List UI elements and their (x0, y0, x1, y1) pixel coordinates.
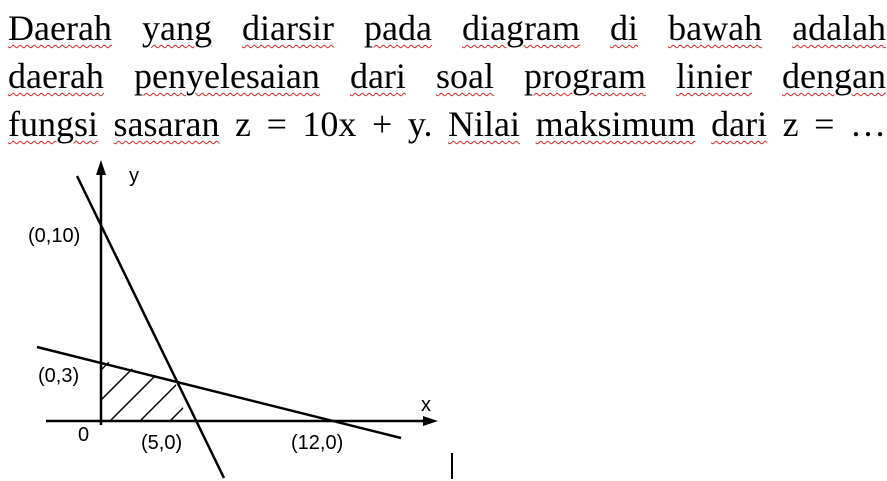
question-word: adalah (792, 8, 887, 48)
label-12-0: (12,0) (291, 432, 344, 454)
question-word: bawah (668, 8, 763, 48)
label-5-0: (5,0) (141, 432, 183, 454)
question-line-1 (8, 4, 886, 52)
shaded-region (30, 341, 280, 441)
x-axis-arrow-icon (423, 416, 438, 426)
label-0-3: (0,3) (38, 365, 80, 387)
question-word: z = … (782, 104, 886, 144)
question-word: linier (676, 56, 752, 96)
question-word: program (524, 56, 646, 96)
question-word: maksimum (535, 104, 696, 144)
label-0-10: (0,10) (28, 225, 81, 247)
y-axis-label: y (129, 165, 139, 187)
question-text (8, 4, 886, 148)
question-line-2 (8, 52, 886, 100)
lp-graph (0, 150, 460, 481)
question-word: Nilai (448, 104, 521, 144)
line-3-12 (37, 347, 401, 438)
question-word: diarsir (242, 8, 334, 48)
question-word: dengan (782, 56, 887, 96)
question-word: yang (141, 8, 212, 48)
question-word: penyelesaian (133, 56, 320, 96)
question-word: Daerah (8, 8, 112, 48)
origin-label: 0 (78, 424, 90, 446)
question-word: di (610, 8, 639, 48)
question-line-3 (8, 100, 886, 148)
question-word: sasaran (113, 104, 220, 144)
text-cursor (451, 453, 453, 479)
question-word: dari (349, 56, 406, 96)
question-word: pada (364, 8, 432, 48)
question-word: soal (435, 56, 494, 96)
question-word: fungsi (8, 104, 98, 144)
question-word: diagram (462, 8, 580, 48)
x-axis-label: x (421, 394, 431, 416)
question-word: dari (711, 104, 768, 144)
question-word: daerah (8, 56, 104, 96)
y-axis-arrow-icon (96, 160, 106, 175)
question-word: z = 10x + y. (235, 104, 433, 144)
